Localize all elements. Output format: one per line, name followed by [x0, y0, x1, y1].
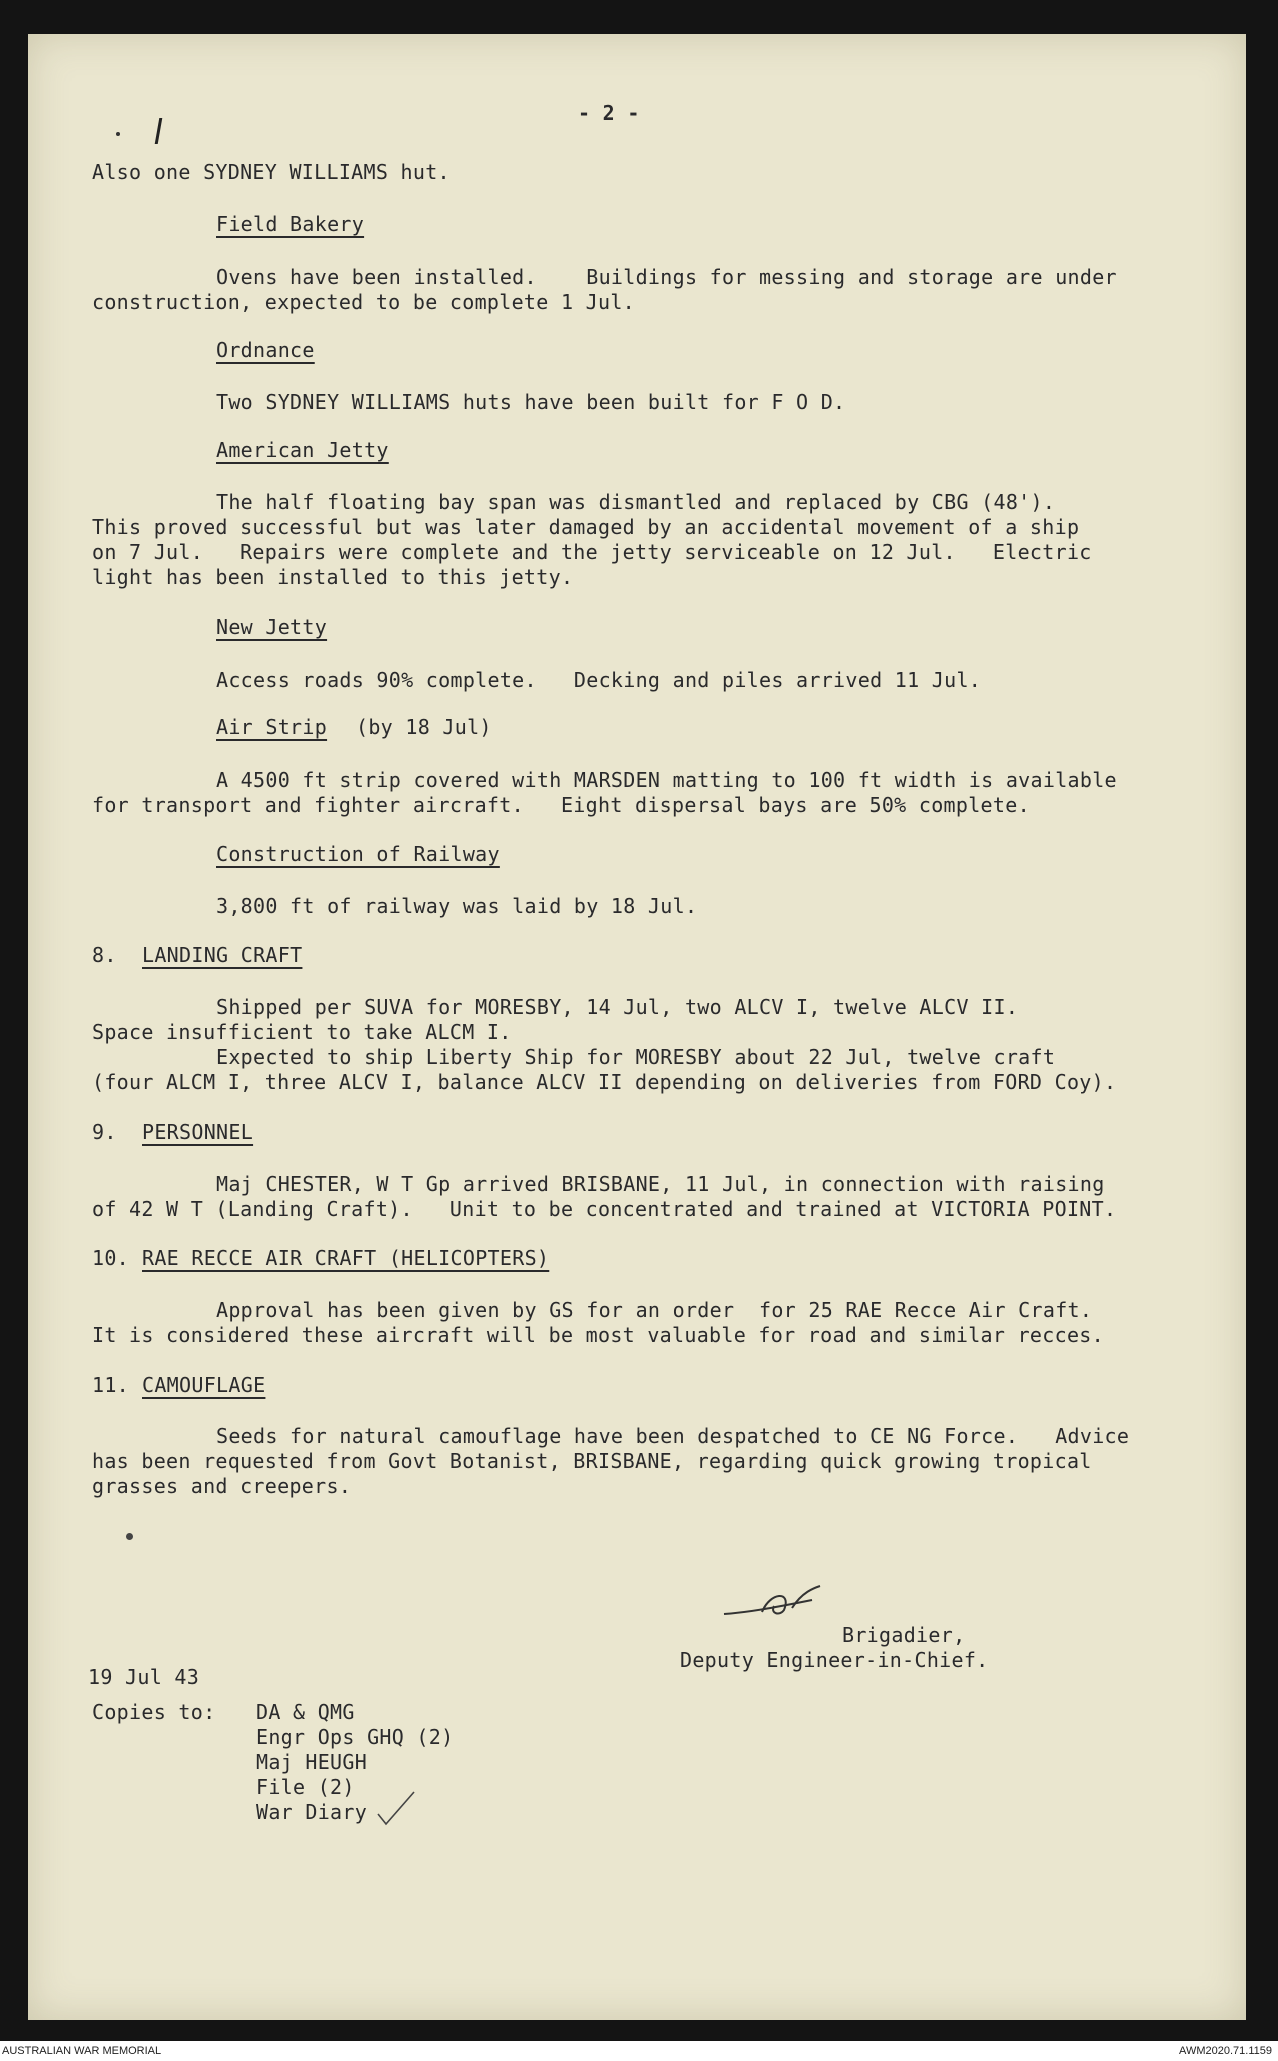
footer-right-label: AWM2020.71.1159: [1179, 2045, 1272, 2057]
heading-railway: Construction of Railway: [216, 842, 500, 866]
copies-item: DA & QMG: [256, 1700, 355, 1724]
paragraph-line: Space insufficient to take ALCM I.: [92, 1020, 512, 1044]
archive-footer: [0, 2041, 1278, 2061]
heading-american-jetty: American Jetty: [216, 438, 389, 462]
signature-rank: Brigadier,: [842, 1623, 966, 1647]
document-date: 19 Jul 43: [88, 1665, 200, 1689]
paragraph-line: (four ALCM I, three ALCV I, balance ALCV II depending on deliveries from FORD Coy).: [92, 1070, 1117, 1094]
paragraph-line: construction, expected to be complete 1 Jul.: [92, 290, 636, 314]
heading-camouflage: CAMOUFLAGE: [142, 1373, 266, 1397]
paragraph-line: Maj CHESTER, W T Gp arrived BRISBANE, 11 Jul, in connection with raising: [216, 1172, 1105, 1196]
heading-landing-craft: LANDING CRAFT: [142, 943, 303, 967]
paragraph-line: Expected to ship Liberty Ship for MORESBY about 22 Jul, twelve craft: [216, 1045, 1056, 1069]
paragraph-line: for transport and fighter aircraft. Eight dispersal bays are 50% complete.: [92, 793, 1030, 817]
copies-item: Maj HEUGH: [256, 1750, 368, 1774]
heading-rae-recce: RAE RECCE AIR CRAFT (HELICOPTERS): [142, 1246, 550, 1270]
paragraph-line: A 4500 ft strip covered with MARSDEN matting to 100 ft width is available: [216, 768, 1117, 792]
paragraph-line: 3,800 ft of railway was laid by 18 Jul.: [216, 894, 698, 918]
paragraph-line: Two SYDNEY WILLIAMS huts have been built for F O D.: [216, 390, 846, 414]
paragraph-line: has been requested from Govt Botanist, BRISBANE, regarding quick growing tropical: [92, 1449, 1092, 1473]
paragraph-line: Approval has been given by GS for an order for 25 RAE Recce Air Craft.: [216, 1298, 1093, 1322]
heading-new-jetty: New Jetty: [216, 615, 328, 639]
heading-air-strip: Air Strip: [216, 715, 328, 739]
section-number: 9.: [92, 1120, 117, 1144]
paragraph-line: Seeds for natural camouflage have been despatched to CE NG Force. Advice: [216, 1424, 1130, 1448]
section-number: 10.: [92, 1246, 130, 1270]
heading-ordnance: Ordnance: [216, 338, 315, 362]
paragraph-line: This proved successful but was later damaged by an accidental movement of a ship: [92, 515, 1080, 539]
checkmark-icon: [376, 1788, 416, 1828]
copies-item: War Diary: [256, 1800, 368, 1824]
heading-note: (by 18 Jul): [356, 715, 492, 739]
footer-left-label: AUSTRALIAN WAR MEMORIAL: [2, 2045, 162, 2057]
paragraph-line: It is considered these aircraft will be most valuable for road and similar recces.: [92, 1323, 1104, 1347]
heading-personnel: PERSONNEL: [142, 1120, 254, 1144]
section-number: 8.: [92, 943, 117, 967]
copies-item: File (2): [256, 1775, 355, 1799]
intro-line: Also one SYDNEY WILLIAMS hut.: [92, 160, 450, 184]
signature-scribble: [722, 1582, 832, 1622]
copies-label: Copies to:: [92, 1700, 216, 1724]
ink-mark: [116, 132, 120, 136]
ink-mark: [126, 1533, 133, 1540]
signature-title: Deputy Engineer-in-Chief.: [680, 1648, 989, 1672]
paragraph-line: Access roads 90% complete. Decking and piles arrived 11 Jul.: [216, 668, 982, 692]
paragraph-line: grasses and creepers.: [92, 1474, 352, 1498]
copies-item: Engr Ops GHQ (2): [256, 1725, 454, 1749]
paragraph-line: Ovens have been installed. Buildings for messing and storage are under: [216, 265, 1117, 289]
section-number: 11.: [92, 1373, 130, 1397]
heading-field-bakery: Field Bakery: [216, 212, 365, 236]
page-number: - 2 -: [578, 101, 640, 125]
paragraph-line: Shipped per SUVA for MORESBY, 14 Jul, two ALCV I, twelve ALCV II.: [216, 995, 1019, 1019]
paragraph-line: on 7 Jul. Repairs were complete and the jetty serviceable on 12 Jul. Electric: [92, 540, 1092, 564]
paragraph-line: of 42 W T (Landing Craft). Unit to be concentrated and trained at VICTORIA POINT.: [92, 1197, 1117, 1221]
paragraph-line: light has been installed to this jetty.: [92, 565, 574, 589]
paragraph-line: The half floating bay span was dismantled and replaced by CBG (48').: [216, 490, 1056, 514]
